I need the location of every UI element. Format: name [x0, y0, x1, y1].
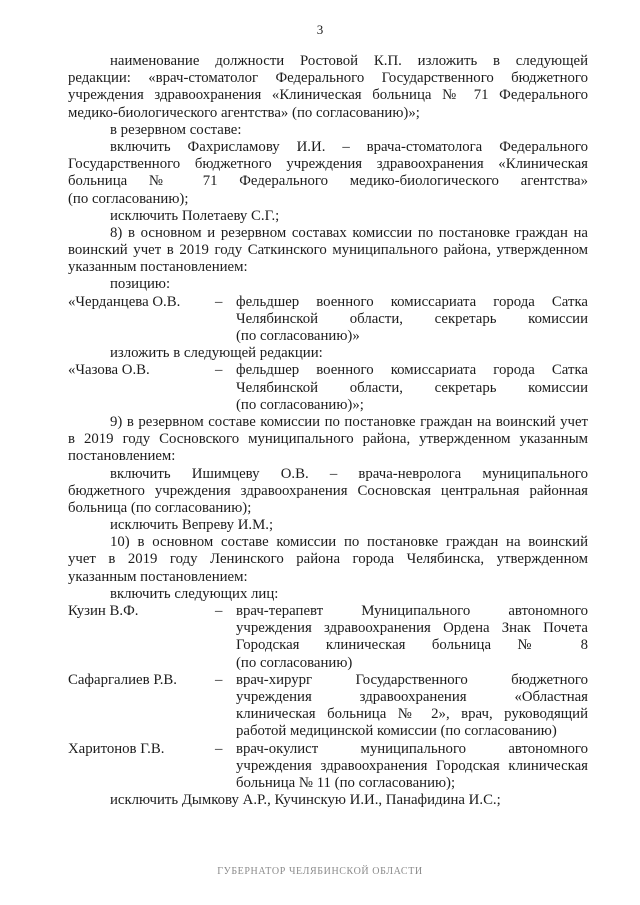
text-line: больница № 11 (по согласованию); [236, 774, 456, 791]
text-line: учреждения здравоохранения Городская клиническая [236, 757, 588, 774]
position-description [236, 294, 588, 346]
text-line: изложить в следующей редакции: [110, 345, 323, 362]
text-line: включить Ишимцеву О.В. – врача-невролога муниципального [110, 465, 588, 482]
text-line: работой медицинской комиссии (по согласованию) [236, 723, 557, 740]
text-line: включить Фахрисламову И.И. – врача-стоматолога Федерального [110, 138, 588, 155]
text-line: учреждения здравоохранения Ордена Знак Почета [236, 620, 588, 637]
text-line: врач-окулист муниципального автономного [236, 740, 588, 757]
position-entry [68, 294, 588, 346]
text-line: указанным постановлением: [68, 568, 248, 585]
text-line: медико-биологического агентства» (по согласованию)»; [68, 104, 420, 121]
dash-separator: – [215, 293, 223, 310]
text-line: 10) в основном составе комиссии по постановке граждан на воинский [110, 534, 588, 551]
person-name: Кузин В.Ф. [68, 603, 139, 619]
text-line: редакции: «врач-стоматолог Федерального Государственного бюджетного [68, 70, 588, 87]
text-line: (по согласованию) [236, 654, 353, 671]
position-description [236, 672, 588, 741]
person-name: Харитонов Г.В. [68, 740, 165, 757]
text-line: 8) в основном и резервном составах комиссии по постановке граждан на [110, 224, 588, 241]
text-line: (по согласованию)» [236, 328, 360, 344]
text-line: Челябинской области, секретарь комиссии [236, 379, 588, 396]
text-line: 9) в резервном составе комиссии по постановке граждан на воинский учет [110, 413, 588, 430]
text-line: учреждения здравоохранения «Областная [236, 688, 588, 705]
text-line: клиническая больница № 2», врач, руководящий [236, 706, 588, 723]
text-line: учет в 2019 году Ленинского района города Челябинска, утвержденном [68, 551, 588, 568]
dash-separator: – [215, 671, 223, 688]
text-line: указанным постановлением: [68, 259, 248, 276]
text-line: фельдшер военного комиссариата города Сатка [236, 362, 588, 379]
text-line: воинский учет в 2019 году Саткинского муниципального района, утвержденном [68, 242, 588, 259]
text-line: постановлением: [68, 448, 176, 465]
text-line: исключить Вепреву И.М.; [110, 517, 274, 534]
text-line: наименование должности Ростовой К.П. изложить в следующей [110, 53, 588, 69]
text-line: исключить Дымкову А.Р., Кучинскую И.И., Панафидина И.С.; [110, 792, 501, 809]
person-name: «Чазова О.В. [68, 362, 150, 379]
position-entry [68, 603, 588, 672]
dash-separator: – [215, 740, 223, 757]
text-line: исключить Полетаеву С.Г.; [110, 207, 280, 224]
position-entry [68, 741, 588, 793]
dash-separator: – [215, 603, 223, 619]
text-line: врач-хирург Государственного бюджетного [236, 671, 588, 688]
position-entry [68, 672, 588, 741]
position-entry [68, 362, 588, 414]
dash-separator: – [215, 362, 223, 379]
position-description [236, 362, 588, 414]
position-description [236, 603, 588, 672]
letterhead-footer: ГУБЕРНАТОР ЧЕЛЯБИНСКОЙ ОБЛАСТИ [217, 866, 423, 877]
text-line: больница (по согласованию); [68, 499, 252, 516]
text-line: включить следующих лиц: [110, 585, 279, 602]
person-name: Сафаргалиев Р.В. [68, 671, 177, 688]
text-line: позицию: [110, 276, 171, 293]
page-number: 3 [316, 22, 324, 37]
text-line: врач-терапевт Муниципального автономного [236, 603, 588, 619]
document-body [68, 53, 588, 809]
text-line: учреждения здравоохранения «Клиническая больница № 71 Федерального [68, 87, 588, 104]
person-name: «Черданцева О.В. [68, 293, 181, 310]
text-line: (по согласованию)»; [236, 396, 364, 413]
text-line: Городская клиническая больница № 8 [236, 637, 588, 654]
text-line: Государственного бюджетного учреждения здравоохранения «Клиническая [68, 156, 588, 173]
text-line: Челябинской области, секретарь комиссии [236, 310, 588, 327]
position-description [236, 741, 588, 793]
text-line: в 2019 году Сосновского муниципального района, утвержденном указанным [68, 431, 588, 448]
text-line: в резервном составе: [110, 121, 242, 138]
text-line: (по согласованию); [68, 190, 189, 207]
text-line: больница № 71 Федерального медико-биологического агентства» [68, 173, 588, 190]
text-line: фельдшер военного комиссариата города Сатка [236, 293, 588, 310]
text-line: бюджетного учреждения здравоохранения Сосновская центральная районная [68, 482, 588, 499]
